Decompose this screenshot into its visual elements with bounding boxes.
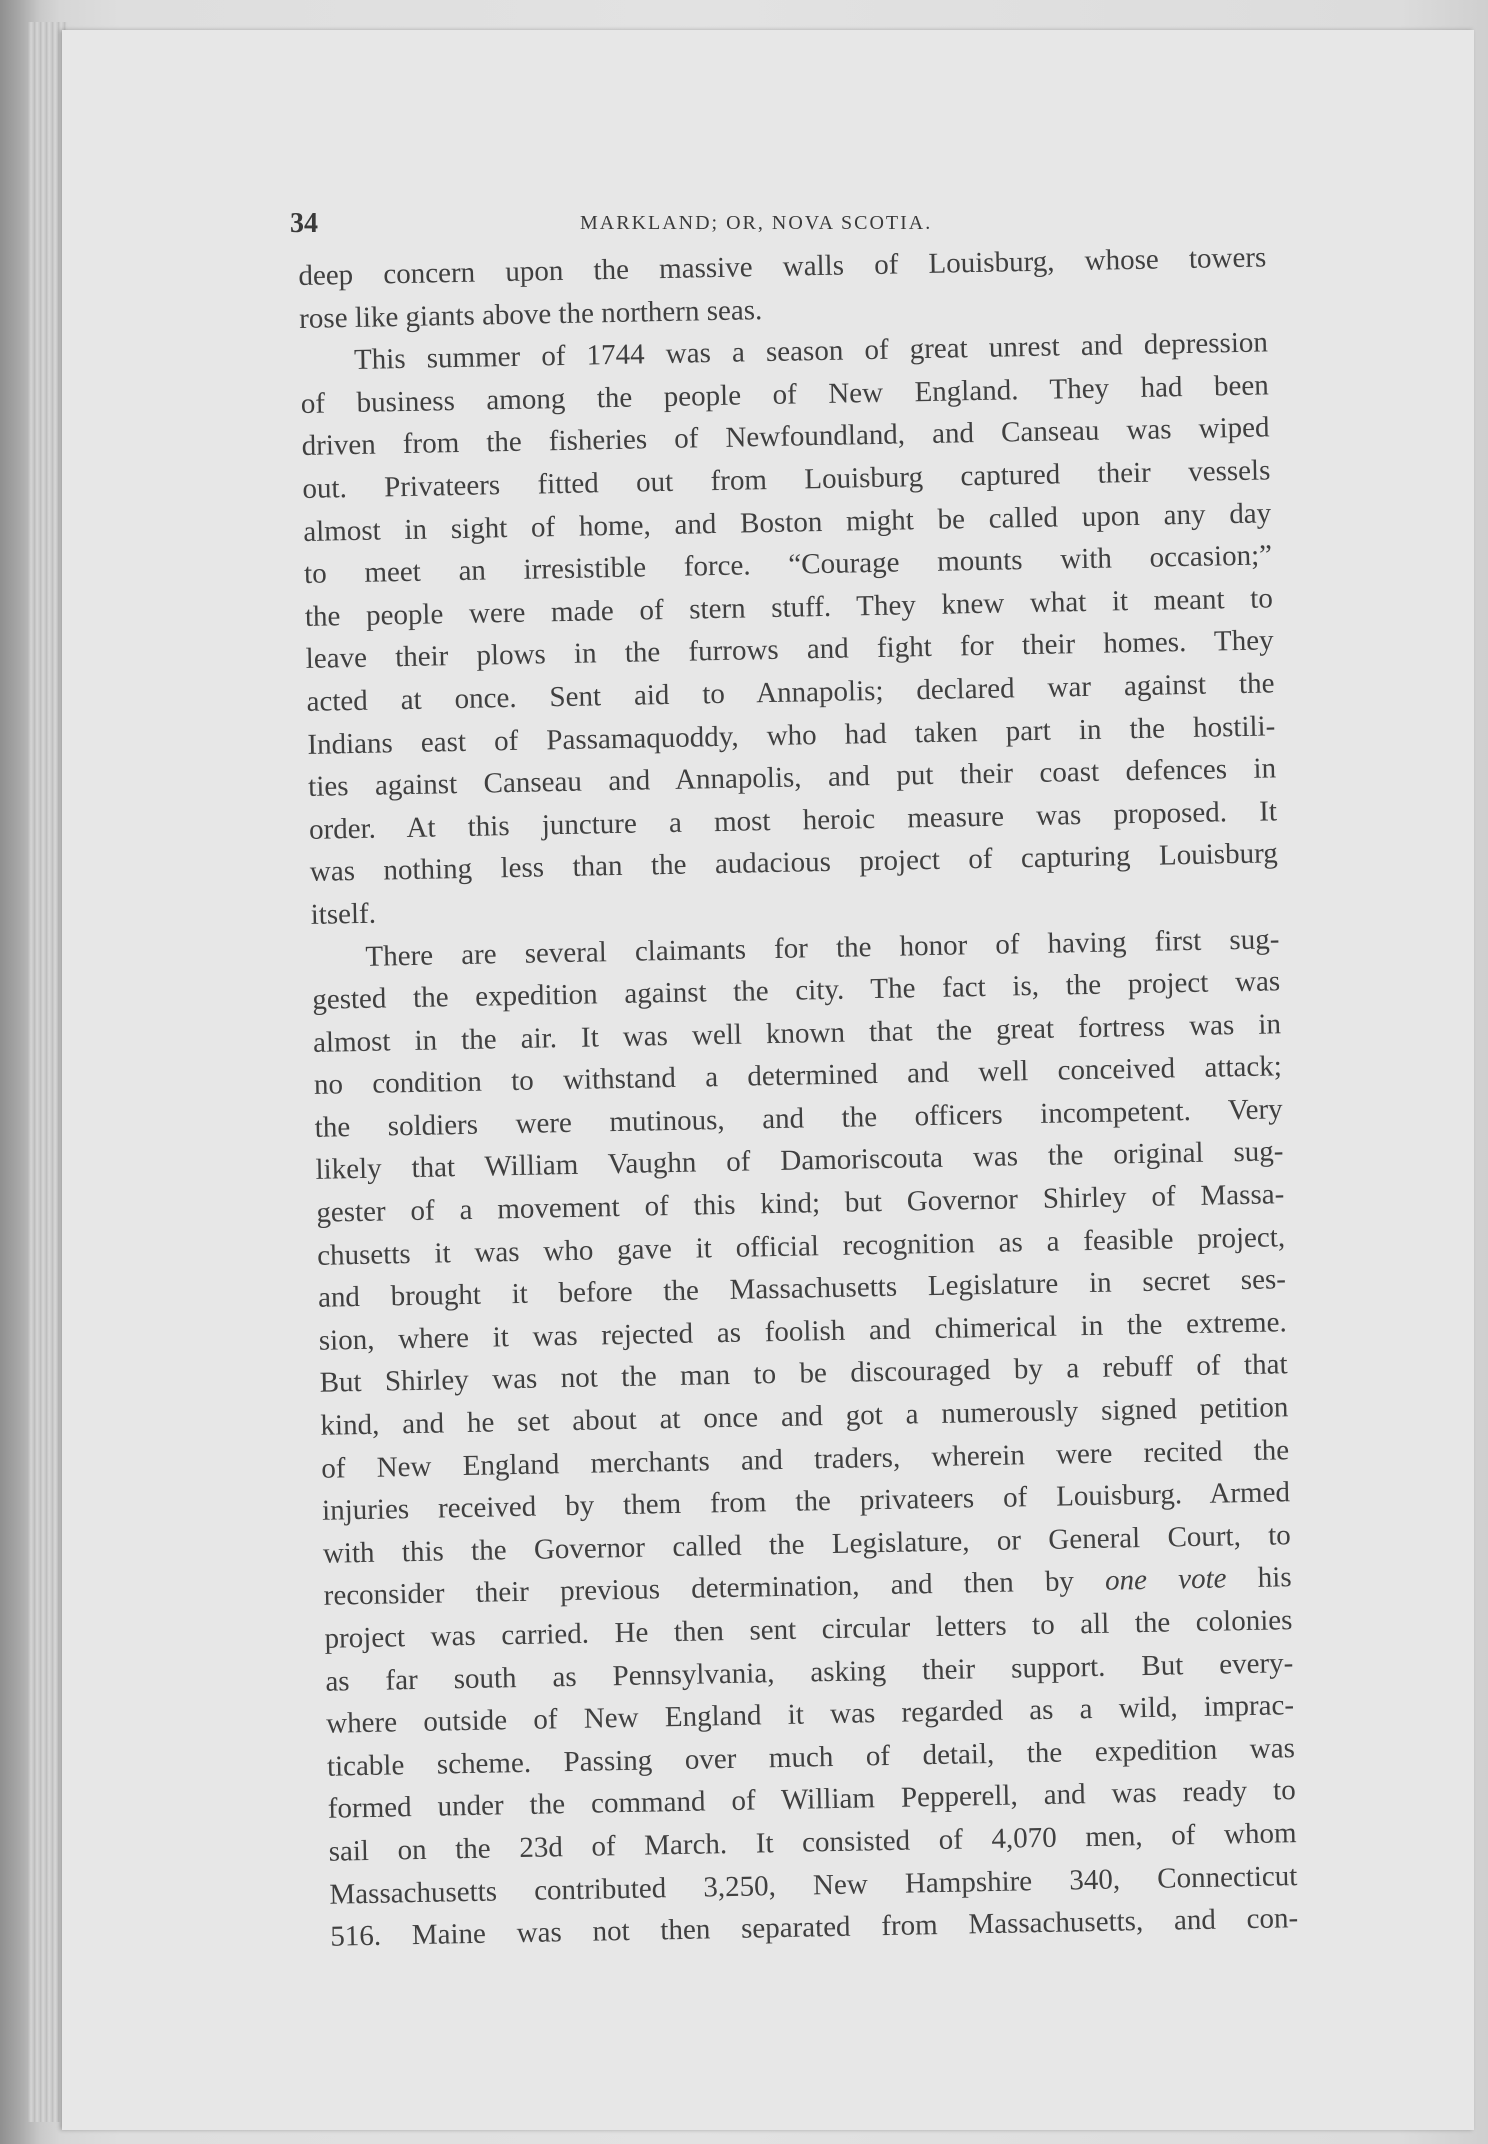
text-line-content: order. At this juncture a most heroic measure was proposed. It [308, 795, 1278, 846]
text-line-content: out. Privateers fitted out from Louisburg captured their vessels [302, 454, 1271, 505]
text-line-content: where outside of New England it was regarded as a wild, imprac- [325, 1689, 1295, 1740]
text-line-content: There are several claimants for the honor of having first sug- [365, 922, 1280, 973]
text-line-content: Massachusetts contributed 3,250, New Hampshire 340, Connecticut [329, 1859, 1298, 1911]
running-head: MARKLAND; OR, NOVA SCOTIA. [580, 212, 933, 234]
text-line-content: with this the Governor called the Legislature, or General Court, to [322, 1518, 1292, 1570]
text-line-content: injuries received by them from the privateers of Louisburg. Armed [321, 1476, 1291, 1527]
text-line-content: of New England merchants and traders, wherein were recited the [320, 1433, 1290, 1485]
text-line-content: sail on the 23d of March. It consisted of 4,070 men, of whom [328, 1817, 1297, 1868]
text-line-content: almost in the air. It was well known that the great fortress was in [312, 1007, 1282, 1059]
text-line-content: of business among the people of New England. They had been [300, 369, 1269, 420]
text-line-content: chusetts it was who gave it official recognition as a feasible project, [316, 1220, 1286, 1272]
text-line-content: to meet an irresistible force. “Courage mounts with occasion;” [303, 539, 1273, 591]
text-line-content: 516. Maine was not then separated from Massachusetts, and con- [329, 1902, 1299, 1953]
text-line-content: itself. [310, 897, 377, 931]
text-line-content: the soldiers were mutinous, and the officers incompetent. Very [314, 1093, 1283, 1144]
text-line-content: acted at once. Sent aid to Annapolis; declared war against the [306, 667, 1275, 718]
text-line-content: Indians east of Passamaquoddy, who had taken part in the hostili- [307, 709, 1276, 761]
text-line-content: rose like giants above the northern seas. [298, 293, 763, 335]
italic-emphasis: one vote [1104, 1562, 1227, 1598]
text-line-content: was nothing less than the audacious project of capturing Louisburg [309, 837, 1278, 889]
text-line-content: ticable scheme. Passing over much of detail, the expedition was [326, 1731, 1296, 1783]
text-line-content: project was carried. He then sent circular letters to all the colonies [324, 1604, 1293, 1655]
text-line-content: as far south as Pennsylvania, asking their support. But every- [325, 1646, 1294, 1698]
text-line-content: leave their plows in the furrows and fight for their homes. They [305, 624, 1274, 676]
text-line-content: gester of a movement of this kind; but Governor Shirley of Massa- [316, 1178, 1285, 1229]
text-line-content: the people were made of stern stuff. They knew what it meant to [304, 582, 1274, 633]
text-line-content: driven from the fisheries of Newfoundland, and Canseau was wiped [301, 411, 1270, 463]
page-number: 34 [290, 208, 318, 239]
text-line-content: reconsider their previous determination, and then by [323, 1565, 1075, 1613]
text-line-content: gested the expedition against the city. The fact is, the project was [311, 965, 1281, 1016]
text-line-content: no condition to withstand a determined and well conceived attack; [313, 1050, 1283, 1102]
body-text [298, 236, 1299, 1958]
text-line-content: and brought it before the Massachusetts Legislature in secret ses- [317, 1263, 1287, 1315]
text-line-content: sion, where it was rejected as foolish and chimerical in the extreme. [318, 1306, 1287, 1357]
text-line-content: almost in sight of home, and Boston might be called upon any day [303, 496, 1272, 548]
text-line-content: This summer of 1744 was a season of great unrest and depression [353, 326, 1269, 377]
text-line-content: likely that William Vaughn of Damoriscouta was the original sug- [315, 1135, 1284, 1187]
text-line-content: kind, and he set about at once and got a numerously signed petition [320, 1391, 1289, 1442]
text-line-content: formed under the command of William Pepperell, and was ready to [327, 1774, 1296, 1826]
text-line-content: deep concern upon the massive walls of Louisburg, whose towers [298, 241, 1267, 292]
text-line-content: But Shirley was not the man to be discouraged by a rebuff of that [319, 1348, 1288, 1400]
text-line-content: ties against Canseau and Annapolis, and put their coast defences in [307, 752, 1277, 804]
text-line-tail: his [1226, 1561, 1292, 1595]
